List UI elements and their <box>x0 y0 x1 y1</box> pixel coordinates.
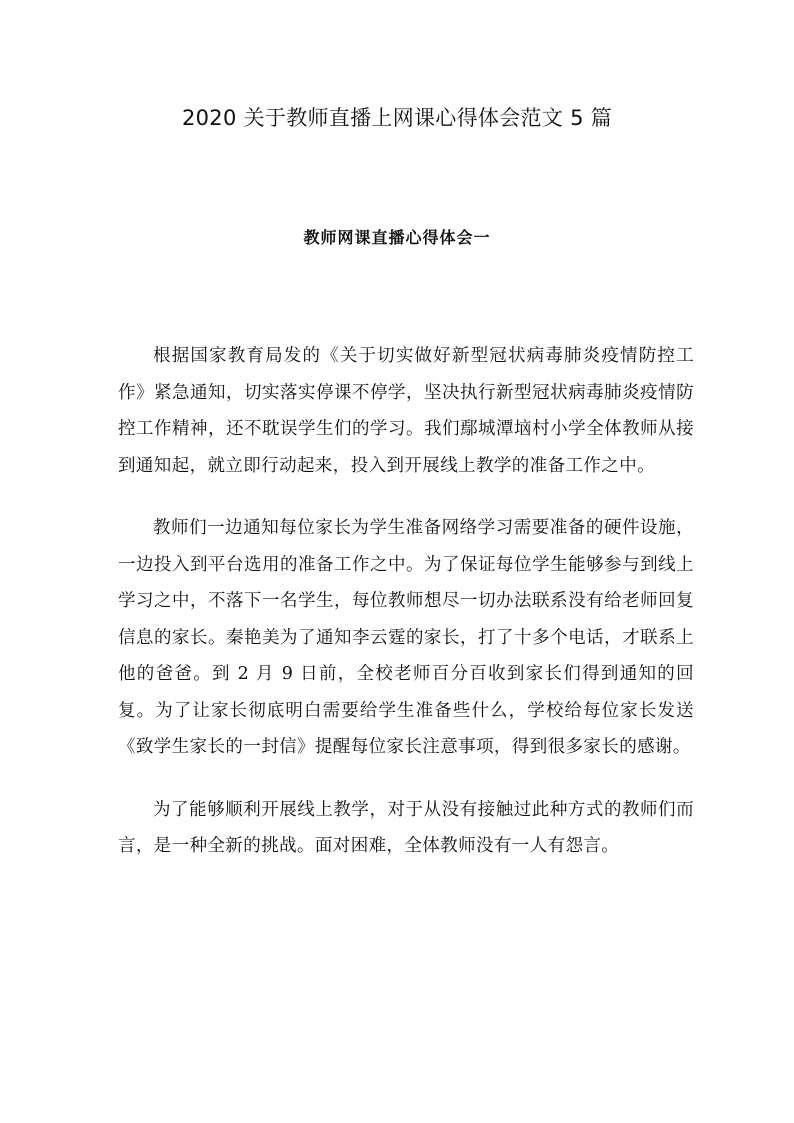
paragraph-3: 为了能够顺利开展线上教学，对于从没有接触过此种方式的教师们而言，是一种全新的挑战。面对困难，全体教师没有一人有怨言。 <box>118 799 694 856</box>
paragraph-2: 教师们一边通知每位家长为学生准备网络学习需要准备的硬件设施，一边投入到平台选用的准备工作之中。为了保证每位学生能够参与到线上学习之中，不落下一名学生，每位教师想尽一切办法联系没有给老师回复信息的家长。秦艳美为了通知李云霆的家长，打了十多个电话，才联系上他的爸爸。到 2 月 9 日前，全校老师百分百收到家长们得到通知的回复。为了让家长彻底明白需要给学生准备些什么，学校给每位家长发送《致学生家长的一封信》提醒每位家长注意事项，得到很多家长的感谢。 <box>118 518 694 757</box>
document-title: 2020 关于教师直播上网课心得体会范文 5 篇 <box>181 106 613 130</box>
section-title: 教师网课直播心得体会一 <box>303 228 491 247</box>
paragraph-1: 根据国家教育局发的《关于切实做好新型冠状病毒肺炎疫情防控工作》紧急通知，切实落实停课不停学，坚决执行新型冠状病毒肺炎疫情防控工作精神，还不耽误学生们的学习。我们鄢城潭垴村小学全体教师从接到通知起，就立即行动起来，投入到开展线上教学的准备工作之中。 <box>118 346 694 476</box>
document-body <box>118 338 694 891</box>
